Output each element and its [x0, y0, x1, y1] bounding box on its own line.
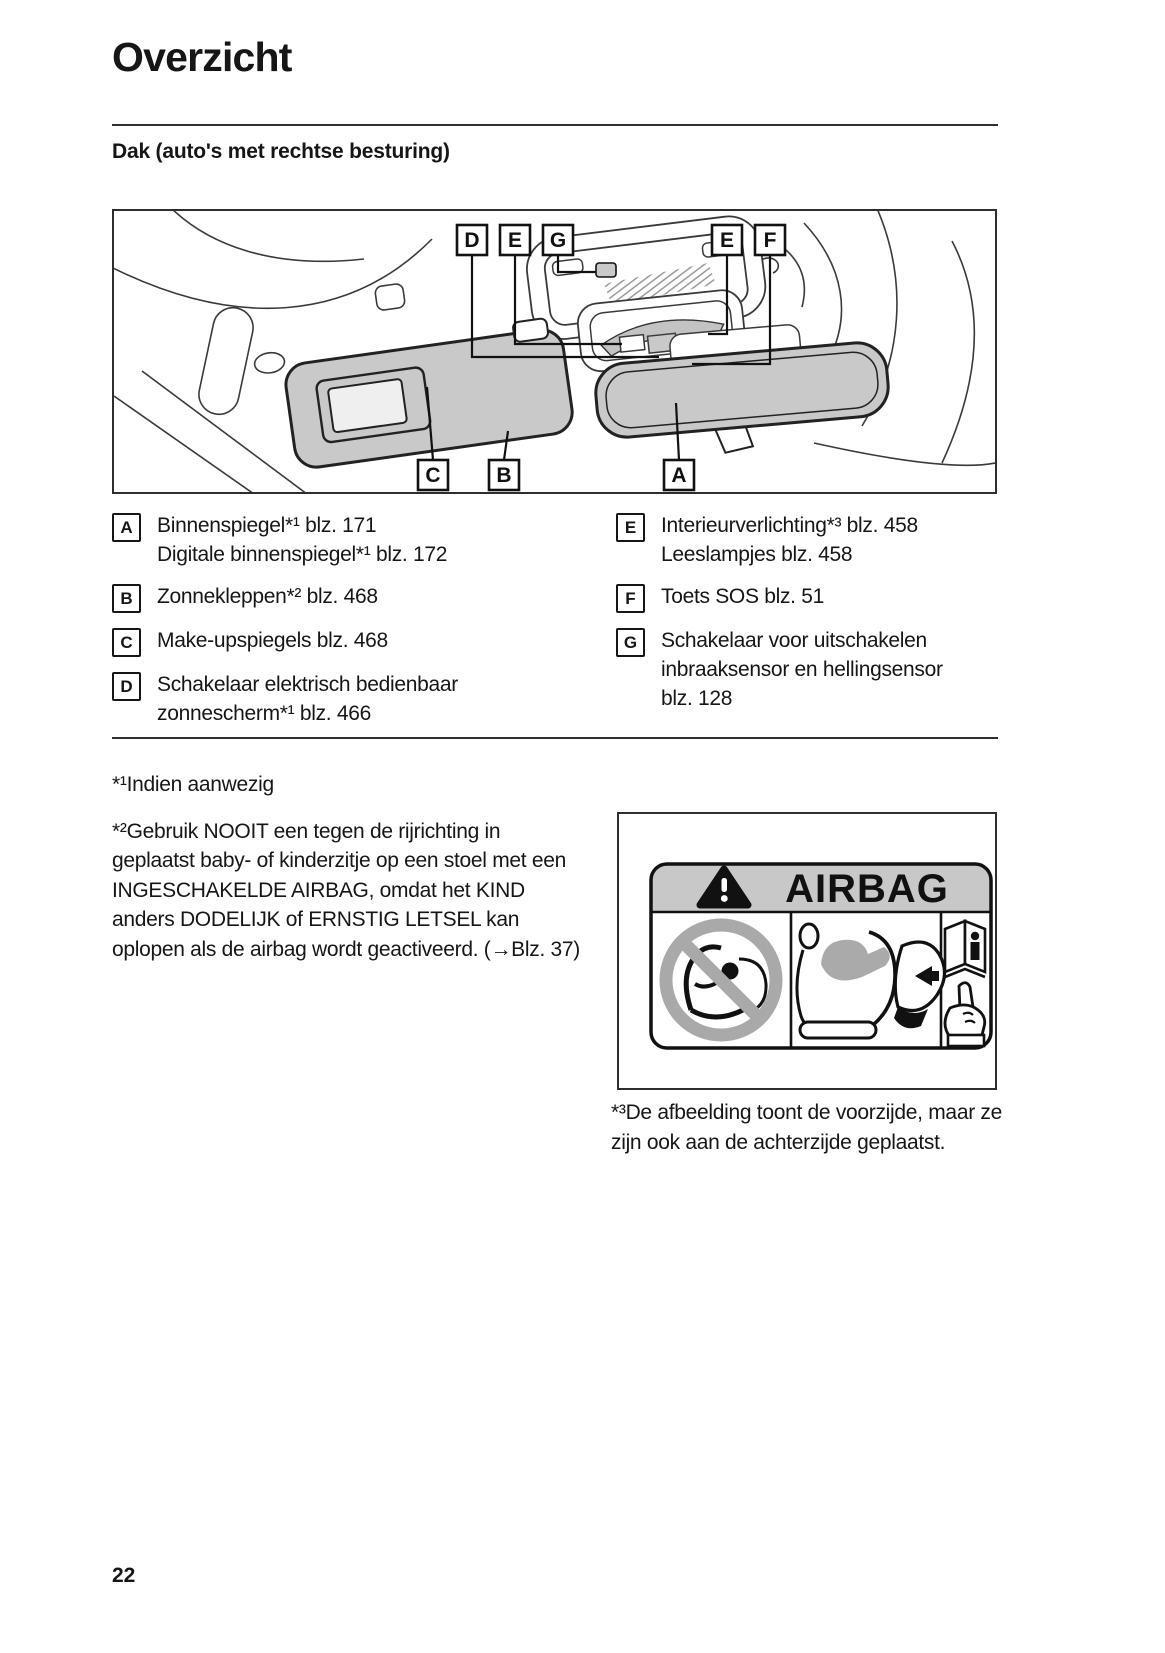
legend-line: Leeslampjes blz. 458 — [661, 543, 853, 566]
legend-key-b: B — [112, 584, 141, 613]
sun-visor — [253, 312, 575, 474]
diagram-label-a — [664, 460, 694, 490]
footnotes — [112, 770, 582, 981]
legend-key-d: D — [112, 672, 141, 701]
legend-item-c — [112, 626, 608, 657]
legend-line: blz. 128 — [661, 687, 733, 710]
legend-line: Digitale binnenspiegel*¹ blz. 172 — [157, 543, 448, 566]
diagram-label-f — [755, 225, 785, 255]
airbag-warning-art — [619, 814, 995, 1088]
footnote-1: *¹Indien aanwezig — [112, 773, 274, 796]
legend-line: Interieurverlichting*³ blz. 458 — [661, 514, 918, 537]
diagram-label-g — [543, 225, 573, 255]
no-rear-facing-child-seat-icon — [666, 925, 776, 1035]
legend-key-f: F — [616, 584, 645, 613]
diagram-label-e-front — [500, 225, 530, 255]
diagram-label-c — [418, 460, 448, 490]
svg-text:E: E — [507, 229, 523, 252]
legend-line: Zonnekleppen*² blz. 468 — [157, 585, 378, 608]
svg-text:E: E — [719, 229, 735, 252]
legend-line: Schakelaar voor uitschakelen — [661, 629, 927, 652]
legend-item-b — [112, 582, 608, 613]
legend-key-c: C — [112, 628, 141, 657]
child-seat-silhouette — [821, 940, 890, 981]
legend-item-a — [112, 511, 608, 569]
legend-key-g: G — [616, 628, 645, 657]
intrusion-sensor-switch — [596, 263, 616, 277]
airbag-deployment-impact-icon — [797, 924, 945, 1038]
page-title: Overzicht — [112, 34, 292, 80]
legend-item-g — [616, 626, 998, 713]
legend-item-e — [616, 511, 998, 569]
legend-line: Binnenspiegel*¹ blz. 171 — [157, 514, 377, 537]
legend-line: Make-upspiegels blz. 468 — [157, 629, 388, 652]
svg-text:C: C — [425, 464, 441, 487]
airbag-warning-figure — [617, 812, 997, 1090]
legend-line: inbraaksensor en hellingsensor — [661, 658, 943, 681]
roof-diagram-figure — [112, 209, 997, 494]
legend-left-column — [112, 511, 608, 741]
read-manual-icon — [945, 921, 985, 1046]
legend-line: Schakelaar elektrisch bedienbaar — [157, 673, 458, 696]
diagram-label-b — [489, 460, 519, 490]
diagram-label-e-rear — [712, 225, 742, 255]
legend-item-d — [112, 670, 608, 728]
footnote-2: *²Gebruik NOOIT een tegen de rijrichting in geplaatst baby- of kinderzitje op een stoel met een INGESCHAKELDE AIRBAG, omdat het KIND anders DODELIJK of ERNSTIG LETSEL kan oplopen als de airbag wordt geactiveerd. (→Blz. 37) — [112, 819, 580, 961]
visor-hook — [253, 351, 285, 375]
page-number: 22 — [112, 1564, 136, 1587]
airbag-label-title: AIRBAG — [785, 867, 949, 911]
legend-right-column — [616, 511, 998, 726]
footnote-3: *³De afbeelding toont de voorzijde, maar ze zijn ook aan de achterzijde geplaatst. — [611, 1101, 1003, 1154]
svg-text:F: F — [763, 229, 777, 252]
section-subtitle: Dak (auto's met rechtse besturing) — [112, 140, 450, 163]
legend-key-e: E — [616, 513, 645, 542]
svg-text:A: A — [671, 464, 687, 487]
legend-item-f — [616, 582, 998, 613]
legend-line: Toets SOS blz. 51 — [661, 585, 824, 608]
svg-text:G: G — [549, 229, 567, 252]
svg-text:B: B — [496, 464, 512, 487]
divider — [112, 124, 998, 126]
visor-pivot — [512, 318, 548, 343]
roof-diagram-art — [114, 211, 995, 492]
legend-line: zonnescherm*¹ blz. 466 — [157, 702, 372, 725]
svg-text:D: D — [464, 229, 480, 252]
diagram-label-d — [457, 225, 487, 255]
divider — [112, 737, 998, 739]
legend-key-a: A — [112, 513, 141, 542]
vanity-mirror — [328, 379, 407, 433]
